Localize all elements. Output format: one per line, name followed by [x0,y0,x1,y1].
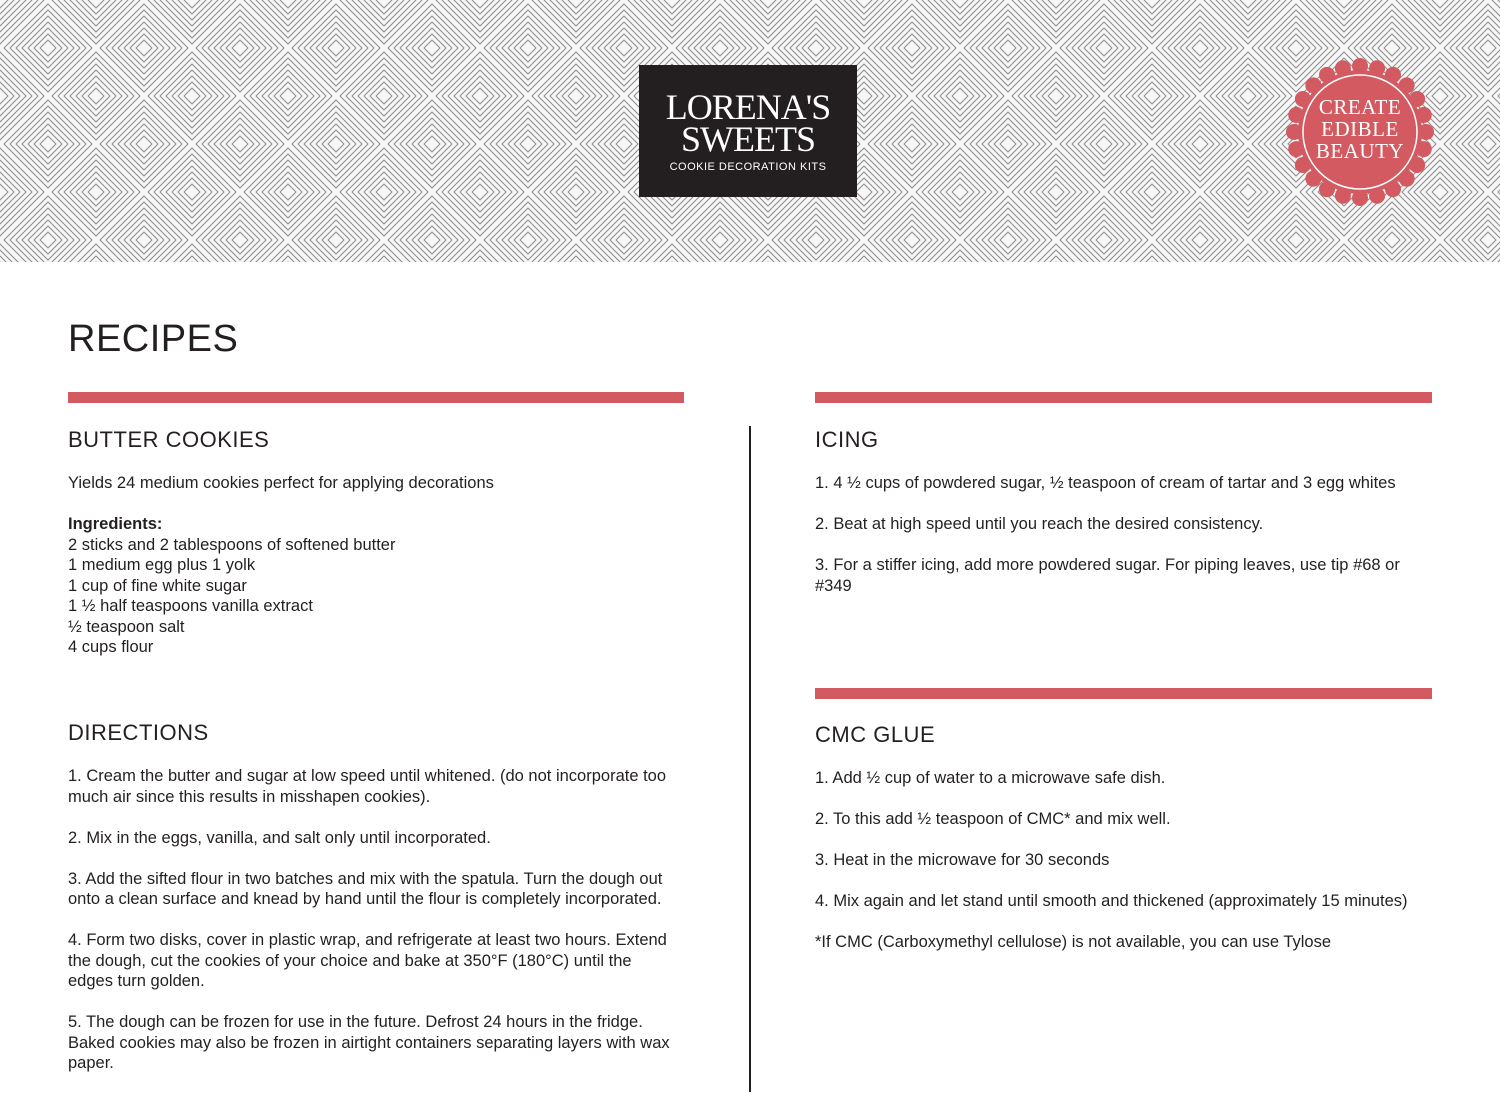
ingredient-item: 1 medium egg plus 1 yolk [68,556,256,574]
brand-name-line1: LORENA'S [665,87,831,127]
seal-line-1: CREATE [1318,95,1402,119]
cmc-step: 2. To this add ½ teaspoon of CMC* and mix well. [815,810,1171,828]
icing-step: 3. For a stiffer icing, add more powdered sugar. For piping leaves, use tip #68 or #349 [815,556,1400,595]
direction-step: 1. Cream the butter and sugar at low speed until whitened. (do not incorporate too much air since this results in misshapen cookies). [68,767,667,806]
brand-logo [639,65,857,197]
accent-rule-left [68,392,684,403]
direction-step: 3. Add the sifted flour in two batches and mix with the spatula. Turn the dough out onto a clean surface and knead by hand until the flour is completely incorporated. [68,869,663,908]
seal-line-2: EDIBLE [1321,117,1399,141]
cmc-glue-heading: CMC GLUE [815,722,936,747]
ingredient-item: ½ teaspoon salt [68,617,185,636]
column-divider [749,426,751,1092]
direction-step: 5. The dough can be frozen for use in the future. Defrost 24 hours in the fridge. Baked cookies may also be frozen in airtight containers separating layers with wax paper. [68,1013,670,1072]
icing-step: 1. 4 ½ cups of powdered sugar, ½ teaspoon of cream of tartar and 3 egg whites [815,474,1396,492]
direction-step: 4. Form two disks, cover in plastic wrap, and refrigerate at least two hours. Extend the dough, cut the cookies of your choice and bake at 350°F (180°C) until the edges turn golden. [68,931,667,990]
direction-step: 2. Mix in the eggs, vanilla, and salt only until incorporated. [68,828,491,847]
cmc-step: 4. Mix again and let stand until smooth and thickened (approximately 15 minutes) [815,892,1408,910]
seal-text [1286,96,1434,162]
directions-section [68,766,680,1094]
brand-tagline: COOKIE DECORATION KITS [669,161,827,173]
accent-rule-right-top [815,392,1432,403]
butter-cookies-section [68,473,688,658]
header-banner [0,0,1500,262]
icing-heading: ICING [815,427,879,452]
cmc-glue-section [815,768,1435,973]
butter-cookies-heading: BUTTER COOKIES [68,427,270,452]
cmc-step: 1. Add ½ cup of water to a microwave safe dish. [815,769,1166,787]
seal-line-3: BEAUTY [1315,139,1405,163]
ingredients-label: Ingredients: [68,515,163,533]
ingredient-item: 4 cups flour [68,638,154,656]
icing-step: 2. Beat at high speed until you reach the desired consistency. [815,515,1264,533]
icing-section [815,473,1435,617]
cmc-step: 3. Heat in the microwave for 30 seconds [815,851,1110,869]
ingredient-item: 1 cup of fine white sugar [68,576,247,595]
ingredient-item: 1 ½ half teaspoons vanilla extract [68,597,313,615]
ingredient-item: 2 sticks and 2 tablespoons of softened butter [68,535,396,554]
butter-cookies-intro: Yields 24 medium cookies perfect for applying decorations [68,474,494,492]
page-title: RECIPES [68,318,239,360]
accent-rule-right-bottom [815,688,1432,699]
brand-name-line2: SWEETS [681,119,815,159]
cmc-footnote: *If CMC (Carboxymethyl cellulose) is not available, you can use Tylose [815,933,1332,951]
directions-heading: DIRECTIONS [68,720,209,745]
